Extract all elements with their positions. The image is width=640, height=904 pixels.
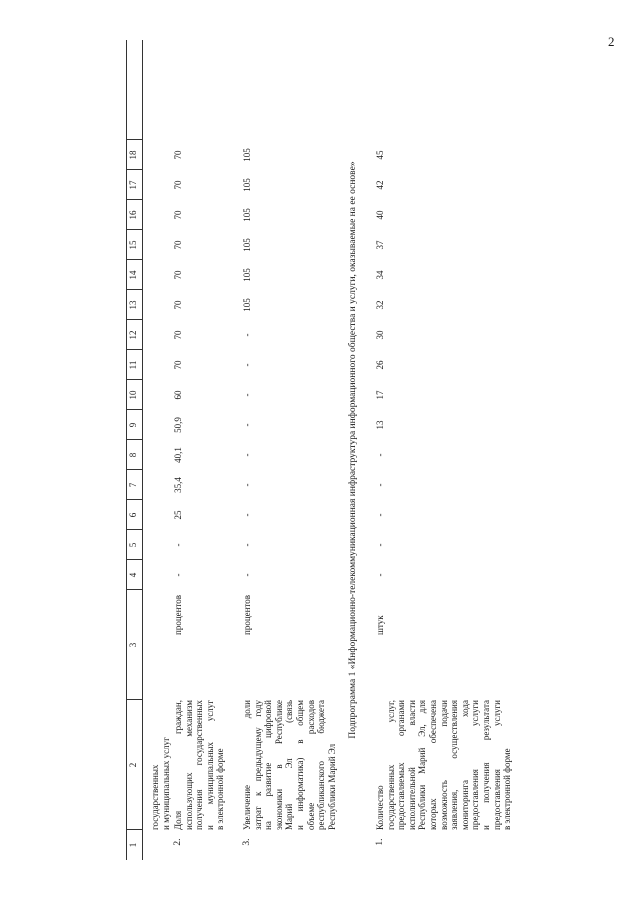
value-cell: - <box>375 453 385 457</box>
continuation-line: и муниципальных услуг <box>160 737 171 830</box>
value-cell: 26 <box>375 360 385 370</box>
name-line: и получения результата <box>480 700 491 830</box>
value-cell: 60 <box>173 390 183 400</box>
value-cell: 70 <box>173 150 183 160</box>
value-cell: 105 <box>242 208 252 222</box>
name-line: республиканского бюджета <box>316 700 327 830</box>
header-col-6: 6 <box>128 512 138 518</box>
header-col-13: 13 <box>128 300 138 310</box>
value-cell: - <box>242 483 252 487</box>
subprogram-title: Подпрограмма 1 «Информационно-телекоммуникационная инфраструктура информационного общества и услуги, оказываемые на ее основе» <box>348 161 358 739</box>
header-col-2: 2 <box>128 762 138 768</box>
value-cell: 35,4 <box>173 477 183 493</box>
name-line: заявления, осуществления <box>449 700 460 830</box>
header-col-3: 3 <box>128 642 138 648</box>
value-cell: 40,1 <box>173 447 183 463</box>
name-line: Количество <box>375 785 385 830</box>
value-cell: 70 <box>173 210 183 220</box>
name-line: Увеличение доли <box>242 700 252 830</box>
row-number: 3. <box>242 838 252 846</box>
value-cell: 32 <box>375 300 385 310</box>
value-cell: 105 <box>242 178 252 192</box>
value-cell: 17 <box>375 390 385 400</box>
name-line: государственных услуг, <box>385 700 396 830</box>
name-line: которых обеспечена <box>427 700 438 830</box>
name-line: возможность подачи <box>438 700 449 830</box>
header-col-9: 9 <box>128 422 138 428</box>
value-cell: 105 <box>242 268 252 282</box>
value-cell: 70 <box>173 360 183 370</box>
header-col-8: 8 <box>128 452 138 458</box>
value-cell: - <box>242 543 252 547</box>
value-cell: 13 <box>375 420 385 430</box>
value-cell: 70 <box>173 270 183 280</box>
name-line: в электронной форме <box>215 748 226 830</box>
name-line: Республики Марий Эл <box>326 743 337 830</box>
name-line: и муниципальных услуг <box>204 700 215 830</box>
value-cell: 105 <box>242 148 252 162</box>
name-line: в электронной форме <box>502 748 513 830</box>
value-cell: - <box>375 543 385 547</box>
name-line: предоставляемых органами <box>396 700 407 830</box>
name-line: предоставления услуги <box>491 700 502 830</box>
header-col-4: 4 <box>128 572 138 578</box>
name-line: мониторинга хода <box>459 700 470 830</box>
name-line: экономики в Республике <box>273 700 284 830</box>
value-cell: - <box>242 393 252 397</box>
unit-label: процентов <box>173 594 183 635</box>
name-line: Доля граждан, <box>173 700 183 830</box>
indicator-name <box>173 700 226 830</box>
header-col-7: 7 <box>128 482 138 488</box>
header-col-18: 18 <box>128 150 138 160</box>
value-cell: - <box>375 513 385 517</box>
value-cell: 25 <box>173 510 183 520</box>
header-col-14: 14 <box>128 270 138 280</box>
header-col-1: 1 <box>128 842 138 848</box>
header-col-17: 17 <box>128 180 138 190</box>
name-line: исполнительной власти <box>406 700 417 830</box>
value-cell: 45 <box>375 150 385 160</box>
header-col-12: 12 <box>128 330 138 340</box>
name-line: получения государственных <box>194 700 205 830</box>
value-cell: - <box>242 333 252 337</box>
name-line: и информатика) в общем <box>294 700 305 830</box>
name-line: Марий Эл (связь <box>284 700 295 830</box>
value-cell: 40 <box>375 210 385 220</box>
value-cell: - <box>242 363 252 367</box>
name-line: использующих механизм <box>183 700 194 830</box>
header-col-11: 11 <box>128 360 138 370</box>
value-cell: 37 <box>375 240 385 250</box>
header-col-10: 10 <box>128 390 138 400</box>
page-number: 2 <box>608 34 615 49</box>
row-number: 2. <box>173 838 183 846</box>
value-cell: 105 <box>242 238 252 252</box>
value-cell: - <box>173 543 183 547</box>
table-header-row <box>126 40 142 860</box>
value-cell: - <box>242 513 252 517</box>
value-cell: - <box>242 423 252 427</box>
value-cell: 105 <box>242 298 252 312</box>
unit-label: процентов <box>242 594 252 635</box>
name-line: затрат к предыдущему году <box>252 700 263 830</box>
indicator-name <box>242 700 337 830</box>
header-col-15: 15 <box>128 240 138 250</box>
value-cell: - <box>242 453 252 457</box>
value-cell: 34 <box>375 270 385 280</box>
indicator-name <box>375 700 513 830</box>
name-line: на развитие цифровой <box>263 700 274 830</box>
value-cell: 70 <box>173 240 183 250</box>
name-line: объеме расходов <box>305 700 316 830</box>
continuation-line: государственных <box>150 764 160 830</box>
continuation-text <box>150 700 171 830</box>
value-cell: - <box>375 483 385 487</box>
value-cell: 30 <box>375 330 385 340</box>
row-number: 1. <box>375 838 385 846</box>
rotated-table <box>110 40 550 860</box>
name-line: предоставления услуги <box>470 700 481 830</box>
header-col-5: 5 <box>128 542 138 548</box>
value-cell: 42 <box>375 180 385 190</box>
value-cell: - <box>375 573 385 577</box>
value-cell: 70 <box>173 180 183 190</box>
value-cell: 70 <box>173 330 183 340</box>
value-cell: 50,9 <box>173 417 183 433</box>
value-cell: - <box>242 573 252 577</box>
header-col-16: 16 <box>128 210 138 220</box>
name-line: Республики Марий Эл, для <box>417 700 428 830</box>
unit-label: штук <box>375 615 385 635</box>
value-cell: - <box>173 573 183 577</box>
value-cell: 70 <box>173 300 183 310</box>
